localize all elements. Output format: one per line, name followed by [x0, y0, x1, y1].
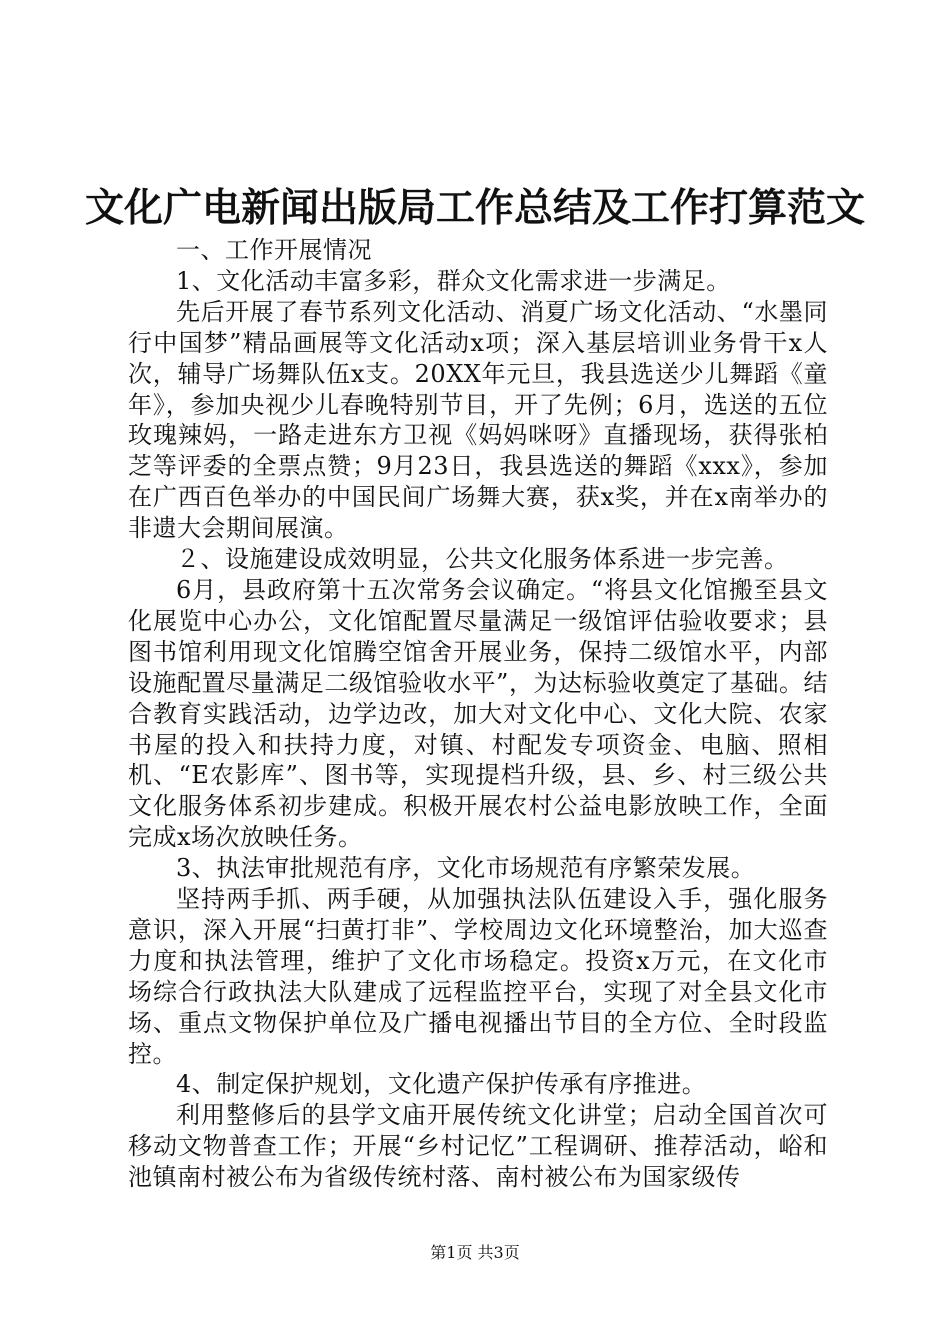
section-heading: 一、工作开展情况	[176, 236, 372, 264]
body-paragraph: 6月，县政府第十五次常务会议确定。“将县文化馆搬至县文化展览中心办公，文化馆配置尽量满足一级馆评估验收要求；县图书馆利用现文化馆腾空馆舍开展业务，保持二级馆水平，内部设施配置尽量满足二级馆验收水平”，为达标验收奠定了基础。结合教育实践活动，边学边改，加大对文化中心、文化大院、农家书屋的投入和扶持力度，对镇、村配发专项资金、电脑、照相机、“E农影库”、图书等，实现提档升级，县、乡、村三级公共文化服务体系初步建成。积极开展农村公益电影放映工作，全面完成x场次放映任务。	[128, 575, 828, 852]
subsection-heading: 1、文化活动丰富多彩，群众文化需求进一步满足。	[176, 266, 731, 295]
subsection-heading: 4、制定保护规划，文化遗产保护传承有序推进。	[176, 1070, 707, 1099]
page-footer: 第1页 共3页	[430, 1243, 520, 1262]
document-body	[128, 235, 828, 1193]
body-paragraph: 利用整修后的县学文庙开展传统文化讲堂；启动全国首次可移动文物普查工作；开展“乡村记忆”工程调研、推荐活动，峪和池镇南村被公布为省级传统村落、南村被公布为国家级传	[128, 1101, 828, 1192]
body-paragraph: 先后开展了春节系列文化活动、消夏广场文化活动、“水墨同行中国梦”精品画展等文化活动x项；深入基层培训业务骨干x人次，辅导广场舞队伍x支。20XX年元旦，我县选送少儿舞蹈《童年》，参加央视少儿春晚特别节目，开了先例；6月，选送的五位玫瑰辣妈，一路走进东方卫视《妈妈咪呀》直播现场，获得张柏芝等评委的全票点赞；9月23日，我县选送的舞蹈《xxx》，参加在广西百色举办的中国民间广场舞大赛，获x奖，并在x南举办的非遗大会期间展演。	[128, 297, 828, 543]
subsection-heading: 3、执法审批规范有序，文化市场规范有序繁荣发展。	[176, 854, 756, 883]
document-title: 文化广电新闻出版局工作总结及工作打算范文	[84, 185, 865, 231]
subsection-heading: ２、设施建设成效明显，公共文化服务体系进一步完善。	[176, 545, 789, 574]
body-paragraph: 坚持两手抓、两手硬，从加强执法队伍建设入手，强化服务意识，深入开展“扫黄打非”、学校周边文化环境整治，加大巡查力度和执法管理，维护了文化市场稳定。投资x万元，在文化市场综合行政执法大队建成了远程监控平台，实现了对全县文化市场、重点文物保护单位及广播电视播出节目的全方位、全时段监控。	[128, 885, 828, 1068]
